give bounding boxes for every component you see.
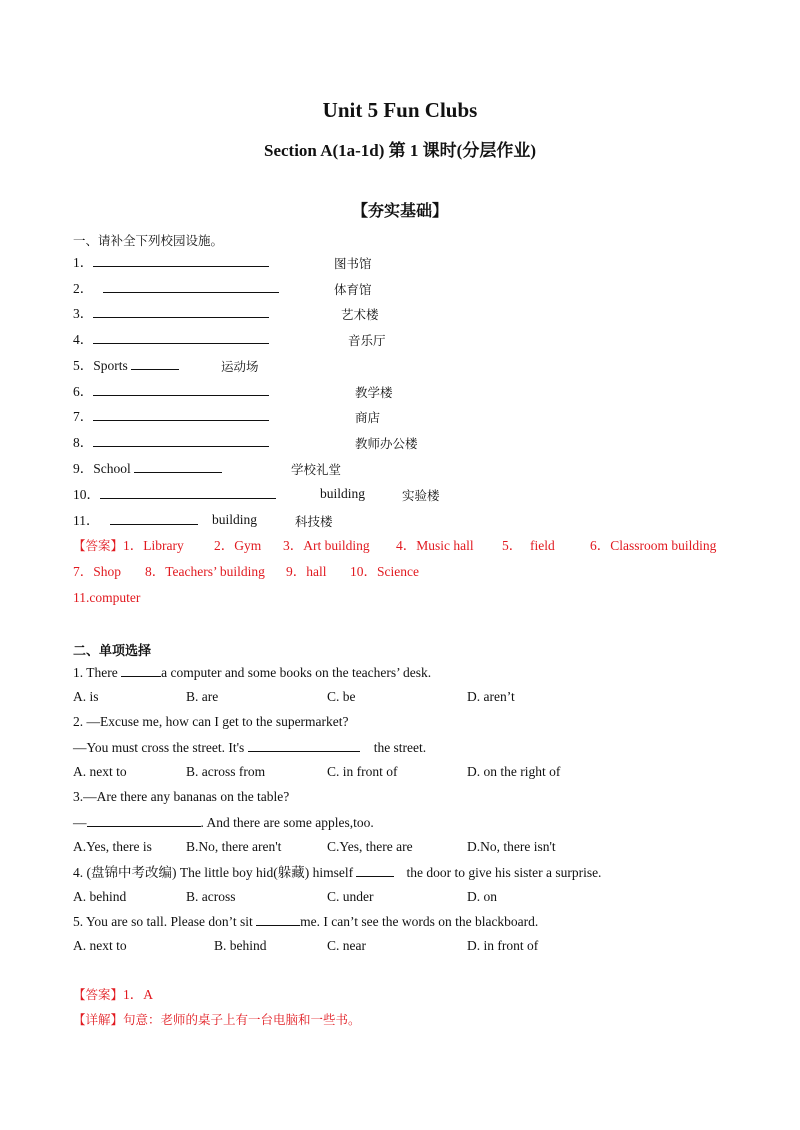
fill-item [73, 305, 269, 322]
option-c[interactable]: C. in front of [327, 764, 398, 779]
fill-item [73, 512, 198, 529]
answer-item: 1．Library [123, 538, 184, 553]
item-chinese: 学校礼堂 [291, 462, 342, 477]
fill-item [73, 280, 279, 297]
option-d[interactable]: D.No, there isn't [467, 839, 556, 854]
option-a[interactable]: A. is [73, 689, 99, 704]
answer-blank[interactable] [87, 814, 201, 827]
item-chinese: 体育馆 [334, 282, 372, 297]
item-suffix: building [320, 486, 366, 501]
item-chinese: 教学楼 [355, 385, 393, 400]
fill-item [73, 357, 179, 374]
item-number: 9． [73, 461, 94, 476]
item-suffix: building [212, 512, 258, 527]
item-number: 1． [73, 255, 94, 270]
item-chinese: 艺术楼 [341, 307, 379, 322]
answer-blank[interactable] [248, 739, 360, 752]
fill-item [73, 460, 222, 477]
answer-blank[interactable] [134, 460, 222, 473]
fill-item [73, 434, 269, 451]
answer-item: 6．Classroom building [590, 538, 717, 553]
option-b[interactable]: B.No, there aren't [186, 839, 282, 854]
question-2-line1: 2. —Excuse me, how can I get to the supermarket? [73, 714, 349, 729]
option-a[interactable]: A. next to [73, 938, 127, 953]
item-chinese: 运动场 [221, 359, 259, 374]
question-text: me. I can’t see the words on the blackboard. [300, 914, 539, 929]
option-a[interactable]: A. next to [73, 764, 127, 779]
answer-blank[interactable] [93, 305, 269, 318]
option-b[interactable]: B. are [186, 689, 219, 704]
part1-heading: 一、请补全下列校园设施。 [73, 233, 224, 248]
question-3-line1: 3.—Are there any bananas on the table? [73, 789, 290, 804]
answer-blank[interactable] [93, 254, 269, 267]
answer-item: 1．A [123, 987, 154, 1002]
question-3-line2 [73, 814, 374, 831]
fill-item [73, 408, 269, 425]
answer-blank[interactable] [93, 434, 269, 447]
answer-label: 【答案】 [73, 987, 124, 1002]
answer-blank[interactable] [256, 913, 300, 926]
item-number: 3． [73, 306, 94, 321]
question-text: 1. There [73, 665, 122, 680]
item-number: 11． [73, 513, 100, 528]
item-number: 4． [73, 332, 94, 347]
question-text: —You must cross the street. It's [73, 740, 248, 755]
option-c[interactable]: C. be [327, 689, 356, 704]
answer-blank[interactable] [100, 486, 276, 499]
answer-blank[interactable] [131, 357, 179, 370]
item-chinese: 实验楼 [402, 488, 440, 503]
item-number: 2． [73, 281, 94, 296]
option-c[interactable]: C. near [327, 938, 366, 953]
answer-blank[interactable] [93, 383, 269, 396]
option-a[interactable]: A.Yes, there is [73, 839, 152, 854]
answer-blank[interactable] [93, 331, 269, 344]
question-text: — [73, 815, 87, 830]
answer-blank[interactable] [121, 664, 161, 677]
answer-item: 8．Teachers’ building [145, 564, 265, 579]
answer-item: field [530, 538, 555, 553]
page-subtitle: Section A(1a-1d) 第 1 课时(分层作业) [264, 141, 536, 160]
item-prefix: Sports [93, 358, 128, 373]
option-d[interactable]: D. on [467, 889, 497, 904]
answer-item: 11.computer [73, 590, 141, 605]
answer-item: 2．Gym [214, 538, 262, 553]
answer-item: 9．hall [286, 564, 327, 579]
question-text: 5. You are so tall. Please don’t sit [73, 914, 257, 929]
question-text: the door to give his sister a surprise. [406, 865, 602, 880]
fill-item [73, 331, 269, 348]
detail-label: 【详解】 [73, 1012, 124, 1027]
page-title: Unit 5 Fun Clubs [322, 98, 478, 122]
answer-item: 7．Shop [73, 564, 122, 579]
answer-blank[interactable] [103, 280, 279, 293]
option-b[interactable]: B. across from [186, 764, 266, 779]
question-5 [73, 913, 538, 930]
answer-item: 5． [502, 538, 523, 553]
item-number: 8． [73, 435, 94, 450]
option-b[interactable]: B. across [186, 889, 236, 904]
answer-item: 10．Science [350, 564, 419, 579]
question-4 [73, 864, 601, 881]
option-d[interactable]: D. aren’t [467, 689, 515, 704]
question-text: 4. (盘锦中考改编) The little boy hid(躲藏) himself [73, 865, 357, 880]
answer-blank[interactable] [93, 408, 269, 421]
option-b[interactable]: B. behind [214, 938, 267, 953]
question-text: . And there are some apples,too. [200, 815, 374, 830]
item-chinese: 商店 [355, 410, 381, 425]
section-heading: 【夯实基础】 [351, 201, 448, 220]
answer-line [73, 987, 153, 1003]
fill-item [73, 486, 276, 503]
option-c[interactable]: C.Yes, there are [327, 839, 413, 854]
detail-text: 句意：老师的桌子上有一台电脑和一些书。 [123, 1012, 361, 1027]
item-chinese: 教师办公楼 [355, 436, 418, 451]
fill-item [73, 254, 269, 271]
item-number: 10． [73, 487, 100, 502]
item-number: 7． [73, 409, 94, 424]
option-d[interactable]: D. on the right of [467, 764, 561, 779]
answer-label: 【答案】 [73, 538, 124, 553]
item-chinese: 图书馆 [334, 256, 372, 271]
item-number: 5． [73, 358, 94, 373]
detail-line [73, 1012, 361, 1028]
answer-blank[interactable] [110, 512, 198, 525]
item-prefix: School [93, 461, 131, 476]
question-2-line2 [73, 739, 426, 756]
question-text: the street. [373, 740, 427, 755]
item-number: 6． [73, 384, 94, 399]
option-a[interactable]: A. behind [73, 889, 127, 904]
question-text: a computer and some books on the teachers’ desk. [161, 665, 432, 680]
answer-line [73, 538, 184, 554]
answer-item: 3．Art building [283, 538, 370, 553]
item-chinese: 音乐厅 [348, 333, 386, 348]
option-c[interactable]: C. under [327, 889, 374, 904]
option-d[interactable]: D. in front of [467, 938, 539, 953]
item-chinese: 科技楼 [295, 514, 333, 529]
answer-blank[interactable] [356, 864, 394, 877]
question-1 [73, 664, 431, 681]
part2-heading: 二、单项选择 [73, 644, 152, 659]
answer-item: 4．Music hall [396, 538, 474, 553]
fill-item [73, 383, 269, 400]
